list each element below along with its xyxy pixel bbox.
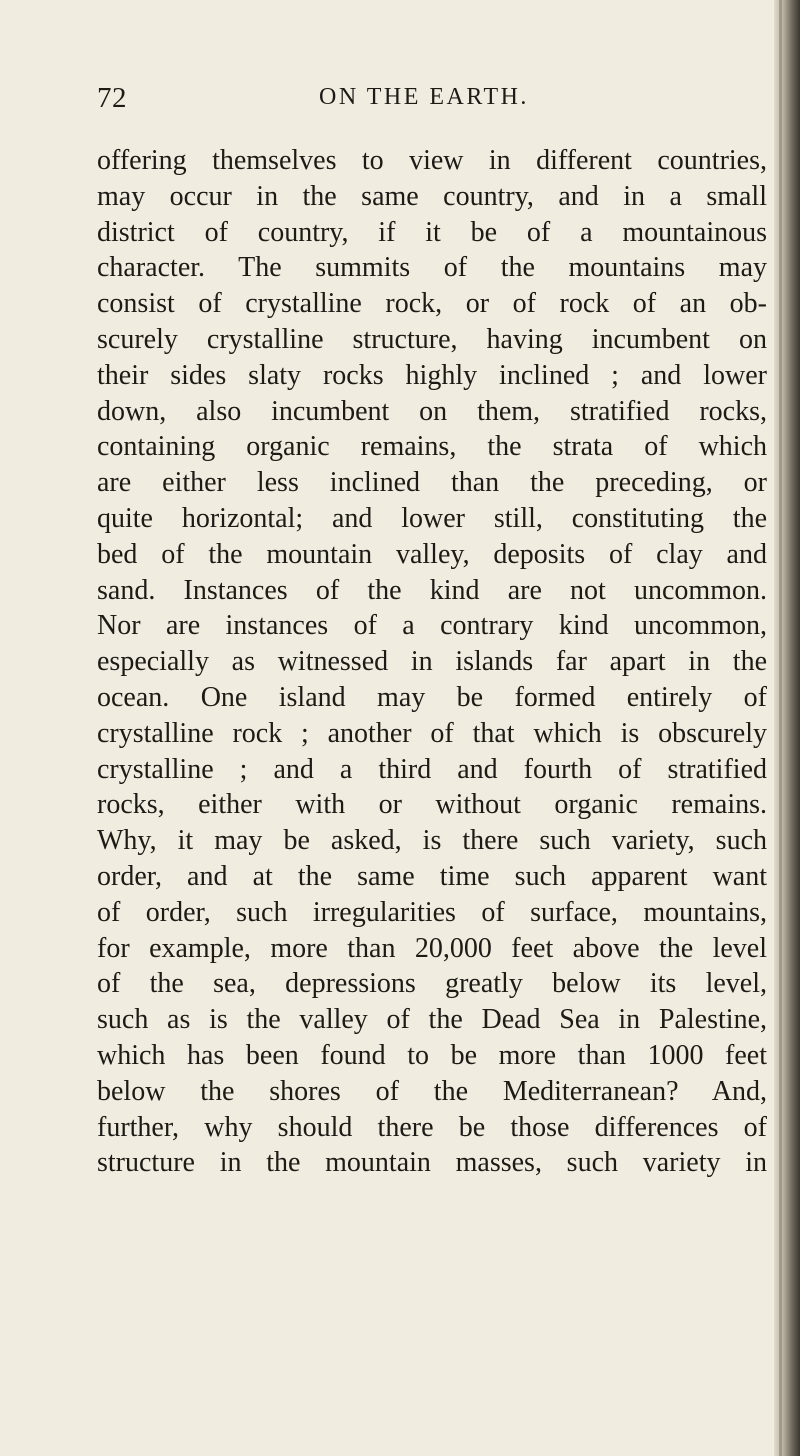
text-line: may occur in the same country, and in a small: [97, 180, 767, 212]
text-line: Nor are instances of a contrary kind uncommon,: [97, 610, 767, 642]
text-line: crystalline rock ; another of that which is obscurely: [97, 717, 767, 749]
text-line: down, also incumbent on them, stratified rocks,: [97, 395, 767, 427]
text-line: district of country, if it be of a mountainous: [97, 216, 767, 248]
text-line: rocks, either with or without organic remains.: [97, 789, 767, 821]
text-line: ocean. One island may be formed entirely of: [97, 681, 767, 713]
text-line: further, why should there be those differences of: [97, 1111, 767, 1143]
text-line: for example, more than 20,000 feet above the level: [97, 932, 767, 964]
text-line: their sides slaty rocks highly inclined ; and lower: [97, 359, 767, 391]
text-line: are either less inclined than the preceding, or: [97, 467, 767, 499]
running-head: ON THE EARTH.: [319, 84, 529, 110]
page-edge-line: [779, 0, 782, 1456]
text-line: sand. Instances of the kind are not uncommon.: [97, 574, 767, 606]
page-number: 72: [97, 82, 127, 114]
text-line: consist of crystalline rock, or of rock of an ob-: [97, 288, 767, 320]
text-line: Why, it may be asked, is there such variety, such: [97, 825, 767, 857]
text-line: of the sea, depressions greatly below its level,: [97, 968, 767, 1000]
text-line: quite horizontal; and lower still, constituting the: [97, 502, 767, 534]
page-gutter-shadow: [774, 0, 800, 1456]
text-line: which has been found to be more than 1000 feet: [97, 1039, 767, 1071]
text-line: character. The summits of the mountains may: [97, 252, 767, 284]
text-line: crystalline ; and a third and fourth of stratified: [97, 753, 767, 785]
body-text: [97, 143, 767, 1181]
text-line: scurely crystalline structure, having incumbent on: [97, 323, 767, 355]
text-line: containing organic remains, the strata of which: [97, 431, 767, 463]
text-line: especially as witnessed in islands far apart in the: [97, 646, 767, 678]
text-line: such as is the valley of the Dead Sea in Palestine,: [97, 1004, 767, 1036]
text-line: of order, such irregularities of surface, mountains,: [97, 896, 767, 928]
text-line: bed of the mountain valley, deposits of clay and: [97, 538, 767, 570]
page-header: [97, 82, 767, 122]
text-line: order, and at the same time such apparent want: [97, 860, 767, 892]
text-line: offering themselves to view in different countries,: [97, 145, 767, 176]
text-line: below the shores of the Mediterranean? And,: [97, 1075, 767, 1107]
text-line: structure in the mountain masses, such variety in: [97, 1147, 767, 1179]
